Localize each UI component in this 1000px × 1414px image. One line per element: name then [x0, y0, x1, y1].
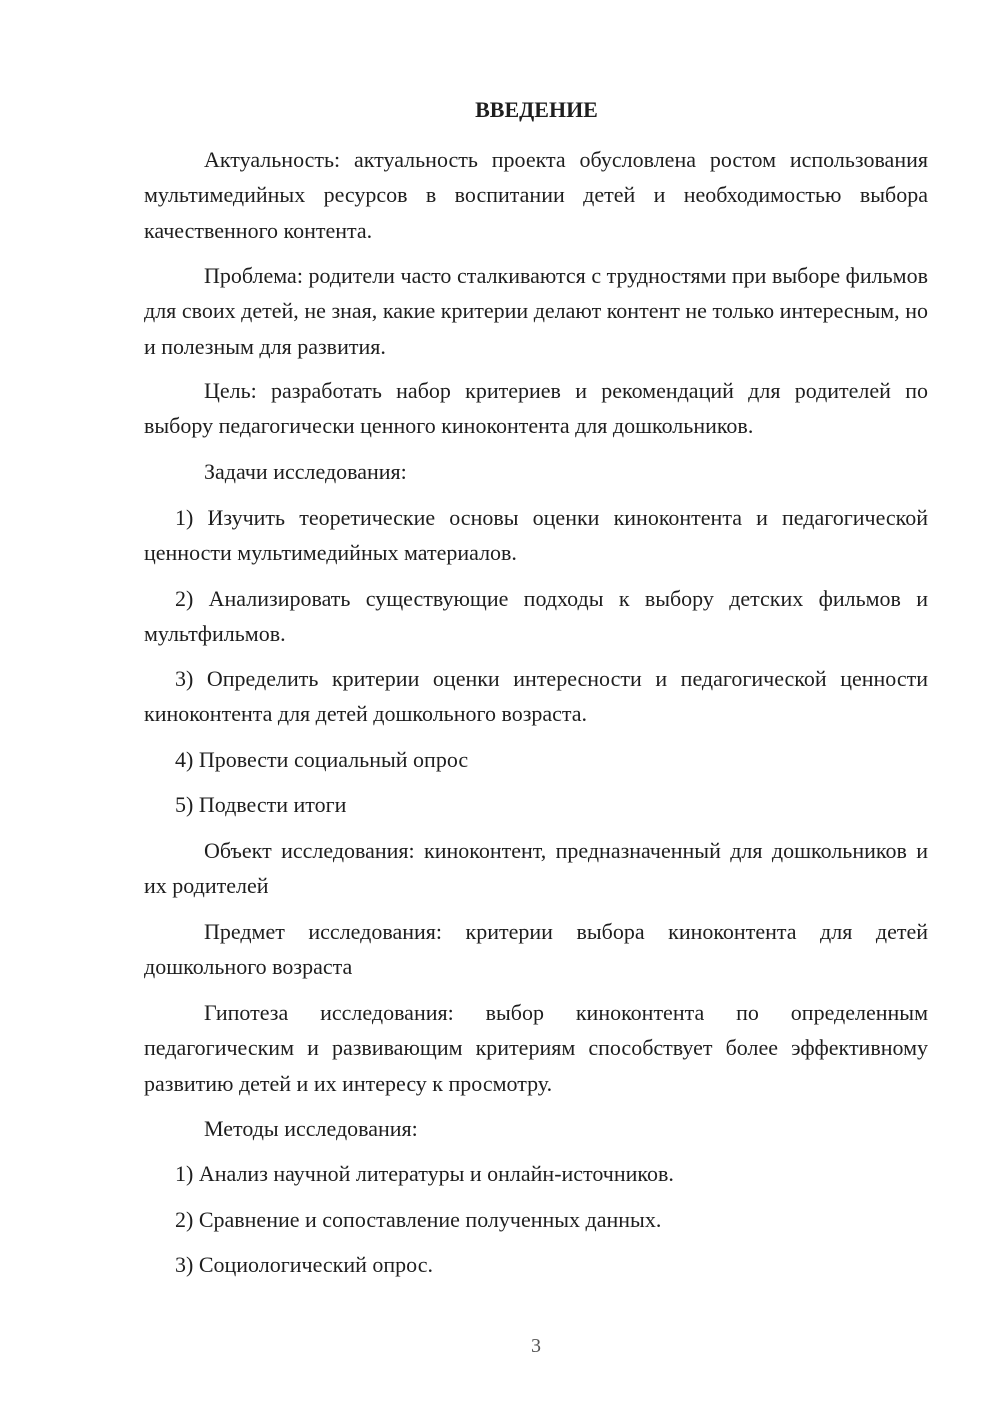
- method-item-1: 1) Анализ научной литературы и онлайн-источников.: [175, 1161, 674, 1186]
- paragraph-goal: Цель: разработать набор критериев и рекомендаций для родителей по выбору педагогически ценного киноконтента для дошкольников.: [144, 378, 928, 439]
- task-item-5: 5) Подвести итоги: [175, 792, 347, 817]
- page-number: 3: [531, 1335, 541, 1357]
- task-item-4: 4) Провести социальный опрос: [175, 747, 469, 772]
- paragraph-tasks-heading: Задачи исследования:: [204, 459, 407, 484]
- paragraph-object: Объект исследования: киноконтент, предназначенный для дошкольников и их родителей: [144, 838, 928, 899]
- method-item-3: 3) Социологический опрос.: [175, 1252, 433, 1277]
- paragraph-problem: Проблема: родители часто сталкиваются с трудностями при выборе фильмов для своих детей, не зная, какие критерии делают контент не только интересным, но и полезным для развития.: [144, 263, 928, 359]
- paragraph-methods-heading: Методы исследования:: [204, 1116, 418, 1141]
- task-item-2: 2) Анализировать существующие подходы к выбору детских фильмов и мультфильмов.: [144, 586, 928, 647]
- task-item-3: 3) Определить критерии оценки интересности и педагогической ценности киноконтента для детей дошкольного возраста.: [144, 666, 928, 727]
- paragraph-relevance: Актуальность: актуальность проекта обусловлена ростом использования мультимедийных ресурсов в воспитании детей и необходимостью выбора качественного контента.: [144, 147, 928, 243]
- task-item-1: 1) Изучить теоретические основы оценки киноконтента и педагогической ценности мультимедийных материалов.: [144, 505, 928, 566]
- paragraph-hypothesis: Гипотеза исследования: выбор киноконтента по определенным педагогическим и развивающим критериям способствует более эффективному развитию детей и их интересу к просмотру.: [144, 1000, 928, 1096]
- method-item-2: 2) Сравнение и сопоставление полученных данных.: [175, 1207, 662, 1232]
- section-title: ВВЕДЕНИЕ: [475, 97, 598, 122]
- paragraph-subject: Предмет исследования: критерии выбора киноконтента для детей дошкольного возраста: [144, 919, 928, 980]
